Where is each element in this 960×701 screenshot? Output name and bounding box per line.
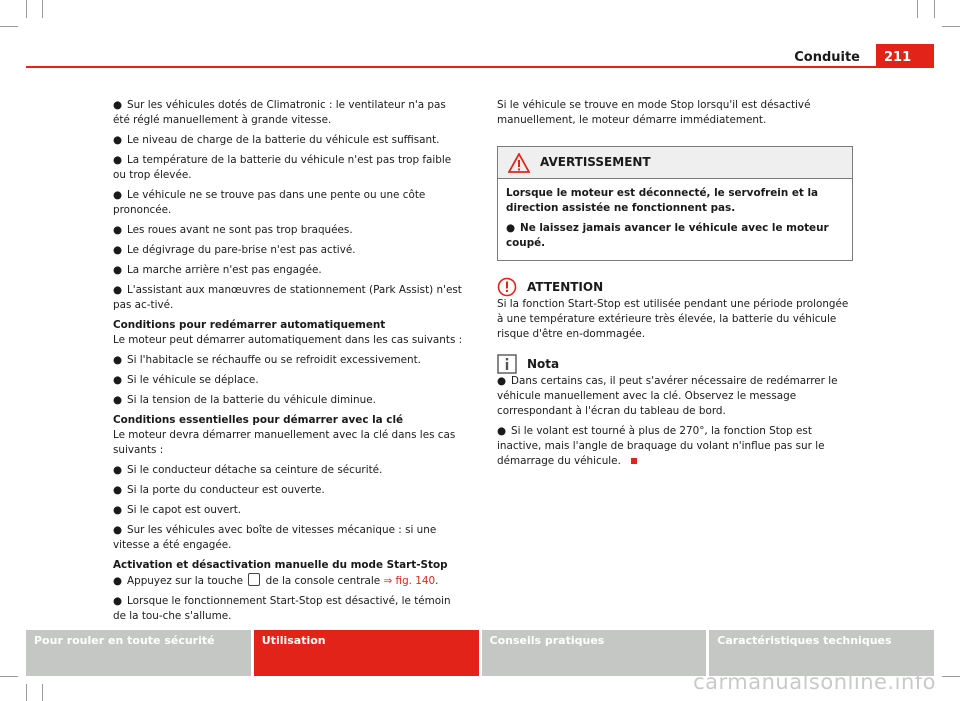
note-title: Nota (527, 356, 560, 371)
list-item: ● Si le conducteur détache sa ceinture de sécurité. (113, 464, 383, 476)
list-item: ● Sur les véhicules avec boîte de vitesses mécanique : si une vitesse a été engagée. (113, 524, 437, 551)
note-header (497, 354, 853, 374)
note-info-icon (497, 354, 517, 374)
right-column (497, 98, 853, 474)
crop-mark (934, 0, 935, 18)
list-item: ● Si le véhicule se déplace. (113, 374, 259, 386)
attention-circle-icon (497, 277, 517, 297)
list-item: ● Les roues avant ne sont pas trop braquées. (113, 224, 353, 236)
warning-box (497, 146, 853, 261)
list-item: ● Ne laissez jamais avancer le véhicule avec le moteur coupé. (506, 222, 829, 249)
list-item: ● La marche arrière n'est pas engagée. (113, 264, 322, 276)
warning-title: AVERTISSEMENT (540, 155, 651, 169)
list-item: ● Dans certains cas, il peut s'avérer nécessaire de redémarrer le véhicule manuellement avec la clé. Observez le message correspondant à l'écran du tableau de bord. (497, 375, 838, 417)
attention-header (497, 277, 853, 297)
crop-mark (942, 26, 960, 27)
essential-text: Le moteur devra démarrer manuellement avec la clé dans les cas suivants : (113, 429, 456, 456)
essential-heading: Conditions essentielles pour démarrer avec la clé (113, 414, 404, 426)
attention-text: Si la fonction Start-Stop est utilisée pendant une période prolongée à une température extérieure très élevée, la batterie du véhicule risque d'être en-dommagée. (497, 298, 849, 340)
warning-header (498, 147, 852, 179)
start-stop-key-icon (248, 573, 260, 586)
tab-utilisation[interactable]: Utilisation (254, 630, 479, 676)
crop-mark (0, 26, 18, 27)
list-item: ● Sur les véhicules dotés de Climatronic : le ventilateur n'a pas été réglé manuellement à grande vitesse. (113, 99, 446, 126)
crop-mark (26, 0, 27, 18)
list-item: ● Le véhicule ne se trouve pas dans une pente ou une côte prononcée. (113, 189, 426, 216)
list-item: ● Lorsque le fonctionnement Start-Stop est désactivé, le témoin de la tou-che s'allume. (113, 595, 451, 622)
end-of-section-marker (631, 458, 637, 464)
activation-heading: Activation et désactivation manuelle du mode Start-Stop (113, 559, 448, 571)
list-item: ● Si la porte du conducteur est ouverte. (113, 484, 325, 496)
list-item: ● Le niveau de charge de la batterie du véhicule est suffisant. (113, 134, 440, 146)
warning-text: Lorsque le moteur est déconnecté, le servofrein et la direction assistée ne fonctionnent pas. (506, 187, 819, 214)
tab-safety[interactable]: Pour rouler en toute sécurité (26, 630, 251, 676)
crop-mark (42, 684, 43, 701)
list-item: ● L'assistant aux manœuvres de stationnement (Park Assist) n'est pas ac-tivé. (113, 284, 462, 311)
warning-body (498, 179, 852, 260)
header-rule (26, 66, 934, 68)
intro-text: Si le véhicule se trouve en mode Stop lorsqu'il est désactivé manuellement, le moteur démarre immédiatement. (497, 99, 811, 126)
restart-heading: Conditions pour redémarrer automatiquement (113, 319, 386, 331)
list-item: ● Si la tension de la batterie du véhicule diminue. (113, 394, 376, 406)
watermark: carmanualsonline.info (693, 670, 936, 694)
attention-title: ATTENTION (527, 279, 604, 294)
list-item: ● Appuyez sur la touche de la console centrale ⇒ fig. 140. (113, 575, 439, 587)
list-item: ● Si le volant est tourné à plus de 270°, la fonction Stop est inactive, mais l'angle de braquage du volant n'influe pas sur le démarrage du véhicule. (497, 425, 825, 467)
crop-mark (0, 676, 18, 677)
crop-mark (942, 676, 960, 677)
list-item: ● Si le capot est ouvert. (113, 504, 242, 516)
list-item: ● Le dégivrage du pare-brise n'est pas activé. (113, 244, 356, 256)
tab-technical-specs[interactable]: Caractéristiques techniques (709, 630, 934, 676)
crop-mark (917, 0, 918, 18)
section-title: Conduite (794, 50, 860, 65)
list-item: ● La température de la batterie du véhicule n'est pas trop faible ou trop élevée. (113, 154, 452, 181)
fig-140-link[interactable]: ⇒ fig. 140 (383, 575, 436, 587)
crop-mark (42, 0, 43, 18)
restart-text: Le moteur peut démarrer automatiquement dans les cas suivants : (113, 334, 463, 346)
page-number: 211 (876, 44, 934, 66)
list-item: ● Si l'habitacle se réchauffe ou se refroidit excessivement. (113, 354, 421, 366)
tab-practical-tips[interactable]: Conseils pratiques (482, 630, 707, 676)
warning-triangle-icon (508, 153, 530, 173)
left-column (113, 98, 465, 629)
crop-mark (26, 684, 27, 701)
